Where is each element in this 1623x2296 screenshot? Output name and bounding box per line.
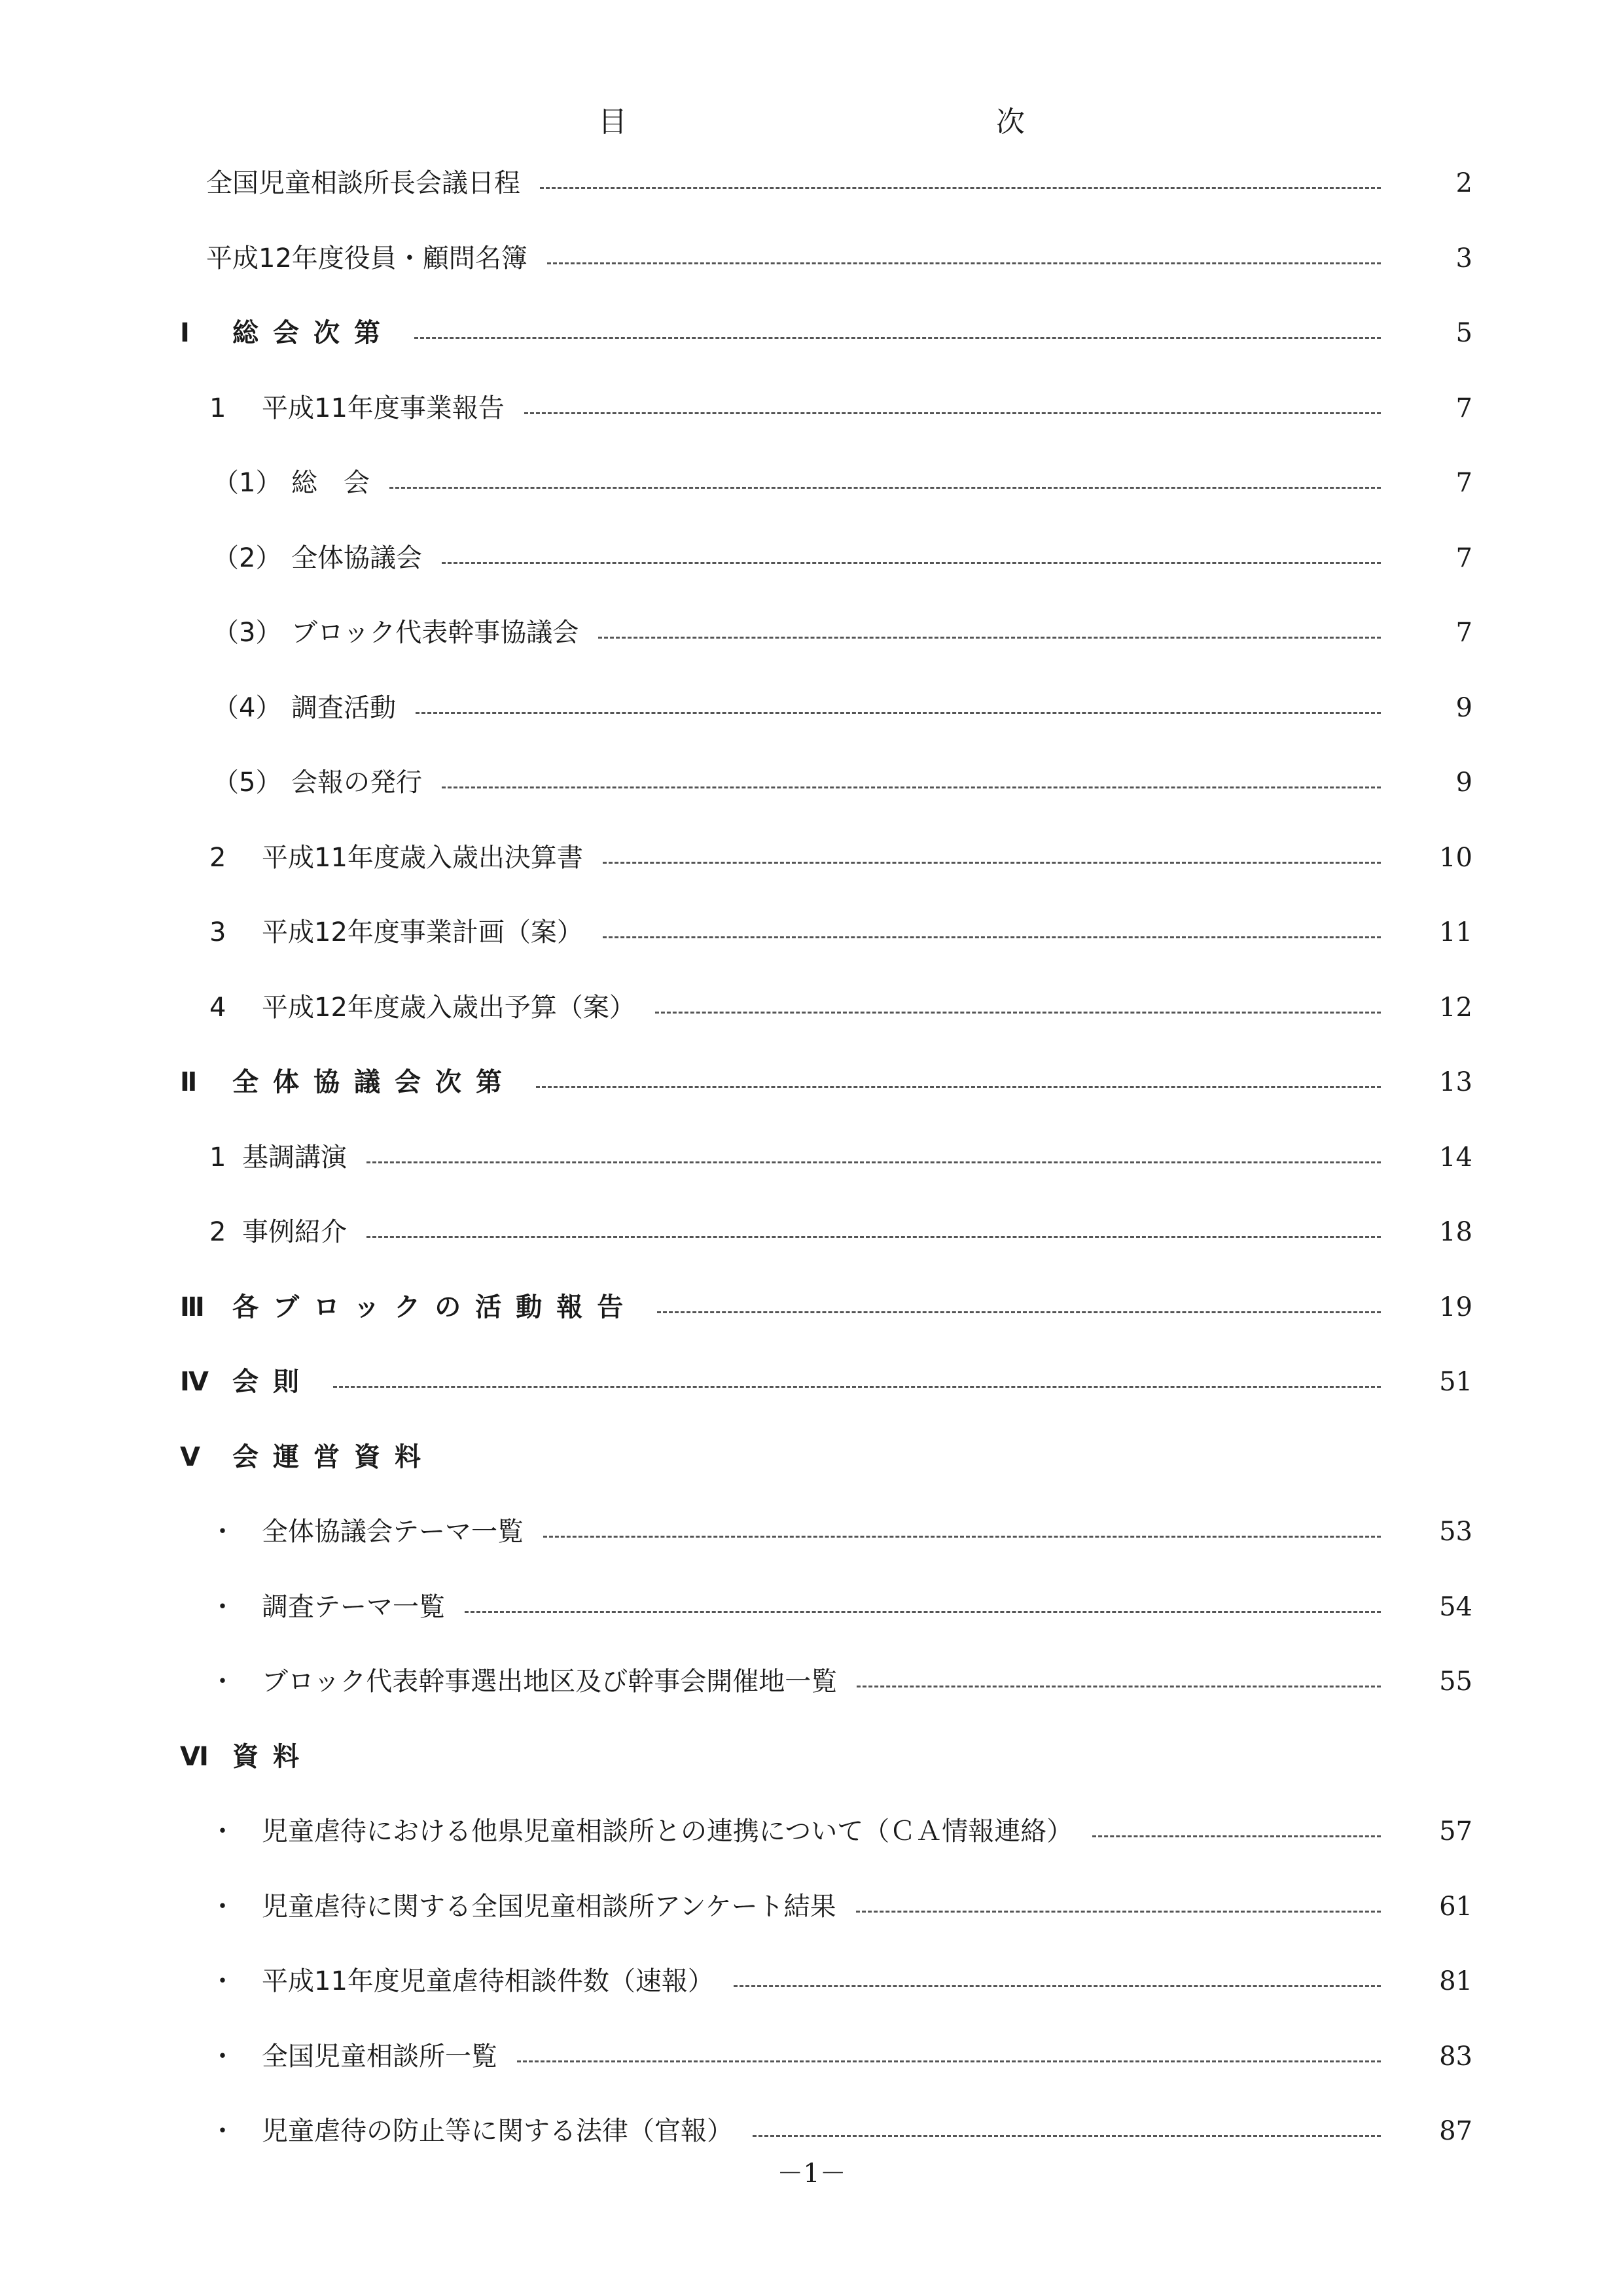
toc-entry [0, 1288, 1623, 1327]
entry-page-number: 7 [1455, 542, 1472, 573]
toc-entry [0, 1512, 1623, 1551]
dotted-leader [753, 2135, 1381, 2137]
entry-number: ・ [209, 1891, 236, 1922]
entry-label: 会則 [232, 1367, 313, 1397]
entry-page-number: 10 [1439, 842, 1472, 873]
dotted-leader [1092, 1835, 1381, 1837]
toc-entry [0, 2111, 1623, 2151]
entry-label: 平成11年度歳入歳出決算書 [262, 842, 583, 873]
toc-entry [0, 1362, 1623, 1402]
entry-number: Ⅴ [180, 1441, 200, 1472]
entry-label: 児童虐待の防止等に関する法律（官報） [262, 2116, 733, 2146]
entry-label: 平成12年度事業計画（案） [262, 917, 583, 947]
entry-number: ・ [209, 2041, 236, 2072]
entry-number: 3 [209, 917, 226, 947]
dotted-leader [598, 637, 1381, 639]
entry-label: 全国児童相談所長会議日程 [206, 168, 520, 198]
dotted-leader [543, 1536, 1381, 1538]
dotted-leader [856, 1911, 1381, 1913]
toc-entry [0, 539, 1623, 578]
entry-page-number: 19 [1439, 1292, 1472, 1322]
entry-label: ブロック代表幹事協議会 [291, 618, 579, 648]
toc-entry [0, 1063, 1623, 1102]
toc-entry [0, 763, 1623, 802]
entry-number: Ⅵ [180, 1741, 209, 1772]
toc-entry [0, 239, 1623, 278]
toc-entry [0, 1587, 1623, 1627]
entry-page-number: 7 [1455, 393, 1472, 423]
entry-label: 総 会 [291, 468, 370, 498]
entry-page-number: 55 [1439, 1667, 1472, 1697]
dotted-leader [603, 936, 1381, 938]
entry-label: 全国児童相談所一覧 [262, 2041, 497, 2072]
dotted-leader [857, 1686, 1381, 1687]
entry-number: （2） [213, 542, 282, 573]
dotted-leader [603, 862, 1381, 864]
entry-number: Ⅱ [180, 1067, 198, 1097]
dotted-leader [465, 1611, 1381, 1613]
entry-number: ・ [209, 1816, 236, 1846]
entry-number: ・ [209, 1966, 236, 1996]
toc-entry [0, 389, 1623, 428]
entry-label: 平成11年度児童虐待相談件数（速報） [262, 1966, 714, 1996]
entry-label: 全体協議会テーマ一覧 [262, 1517, 524, 1547]
entry-page-number: 2 [1455, 168, 1472, 198]
toc-entry [0, 1737, 1623, 1776]
dotted-leader [655, 1012, 1381, 1014]
entry-page-number: 5 [1455, 318, 1472, 348]
toc-entry [0, 688, 1623, 728]
entry-page-number: 57 [1439, 1816, 1472, 1846]
toc-entry [0, 2037, 1623, 2076]
entry-label: 基調講演 [242, 1142, 347, 1173]
entry-number: 1 [209, 393, 226, 423]
entry-page-number: 87 [1439, 2116, 1472, 2146]
entry-page-number: 11 [1439, 917, 1472, 947]
toc-entry [0, 463, 1623, 503]
entry-number: Ⅰ [180, 318, 190, 348]
entry-label: 平成12年度役員・顧問名簿 [206, 243, 527, 274]
entry-page-number: 61 [1439, 1891, 1472, 1922]
entry-number: （5） [213, 768, 282, 798]
entry-label: 事例紹介 [242, 1217, 347, 1247]
dotted-leader [734, 1985, 1381, 1987]
toc-entry [0, 613, 1623, 652]
entry-number: Ⅳ [180, 1367, 209, 1397]
entry-number: （3） [213, 618, 282, 648]
entry-number: ・ [209, 1667, 236, 1697]
toc-title: 目 次 [598, 105, 1195, 139]
entry-label: 平成11年度事業報告 [262, 393, 505, 423]
dotted-leader [442, 786, 1381, 788]
entry-label: 会運営資料 [232, 1441, 435, 1472]
entry-page-number: 83 [1439, 2041, 1472, 2072]
entry-page-number: 18 [1439, 1217, 1472, 1247]
entry-label: 全体協議会次第 [232, 1067, 516, 1097]
dotted-leader [414, 337, 1381, 339]
dotted-leader [442, 562, 1381, 564]
entry-label: 資料 [232, 1741, 313, 1772]
entry-page-number: 14 [1439, 1142, 1472, 1173]
entry-page-number: 51 [1439, 1367, 1472, 1397]
dotted-leader [333, 1386, 1381, 1388]
entry-number: ・ [209, 1517, 236, 1547]
dotted-leader [536, 1086, 1381, 1088]
toc-entry [0, 913, 1623, 952]
entry-page-number: 7 [1455, 468, 1472, 498]
entry-number: 2 [209, 842, 226, 873]
entry-page-number: 53 [1439, 1517, 1472, 1547]
entry-label: 児童虐待における他県児童相談所との連携について（ＣＡ情報連絡） [262, 1816, 1073, 1846]
toc-entry [0, 1212, 1623, 1252]
entry-label: 各ブロックの活動報告 [232, 1292, 638, 1322]
entry-number: （1） [213, 468, 282, 498]
entry-page-number: 81 [1439, 1966, 1472, 1996]
toc-entry [0, 1887, 1623, 1926]
entry-page-number: 3 [1455, 243, 1472, 274]
entry-page-number: 12 [1439, 992, 1472, 1023]
entry-number: Ⅲ [180, 1292, 205, 1322]
entry-label: ブロック代表幹事選出地区及び幹事会開催地一覧 [262, 1667, 838, 1697]
entry-number: ・ [209, 1591, 236, 1622]
toc-entry [0, 1962, 1623, 2001]
entry-label: 調査活動 [291, 692, 396, 723]
dotted-leader [416, 712, 1381, 714]
entry-page-number: 9 [1455, 692, 1472, 723]
entry-label: 調査テーマ一覧 [262, 1591, 445, 1622]
dotted-leader [540, 187, 1381, 189]
entry-number: 1 [209, 1142, 226, 1173]
dotted-leader [366, 1236, 1381, 1238]
dotted-leader [389, 487, 1381, 489]
dotted-leader [547, 262, 1381, 264]
entry-page-number: 7 [1455, 618, 1472, 648]
entry-number: （4） [213, 692, 282, 723]
entry-label: 児童虐待に関する全国児童相談所アンケート結果 [262, 1891, 836, 1922]
toc-entry [0, 1138, 1623, 1177]
entry-label: 平成12年度歳入歳出予算（案） [262, 992, 635, 1023]
toc-entry [0, 1438, 1623, 1477]
toc-entry [0, 1812, 1623, 1851]
dotted-leader [366, 1161, 1381, 1163]
toc-entry [0, 988, 1623, 1027]
entry-number: 4 [209, 992, 226, 1023]
dotted-leader [517, 2060, 1381, 2062]
dotted-leader [657, 1311, 1381, 1313]
entry-page-number: 9 [1455, 768, 1472, 798]
page-number: －1－ [777, 2159, 846, 2189]
toc-entry [0, 1662, 1623, 1701]
entry-page-number: 54 [1439, 1591, 1472, 1622]
entry-label: 会報の発行 [291, 768, 422, 798]
toc-entry [0, 838, 1623, 877]
entry-number: 2 [209, 1217, 226, 1247]
entry-number: ・ [209, 2116, 236, 2146]
toc-entry [0, 313, 1623, 353]
entry-label: 総会次第 [232, 318, 395, 348]
toc-entry [0, 164, 1623, 203]
entry-label: 全体協議会 [291, 542, 422, 573]
dotted-leader [524, 412, 1381, 414]
entry-page-number: 13 [1439, 1067, 1472, 1097]
